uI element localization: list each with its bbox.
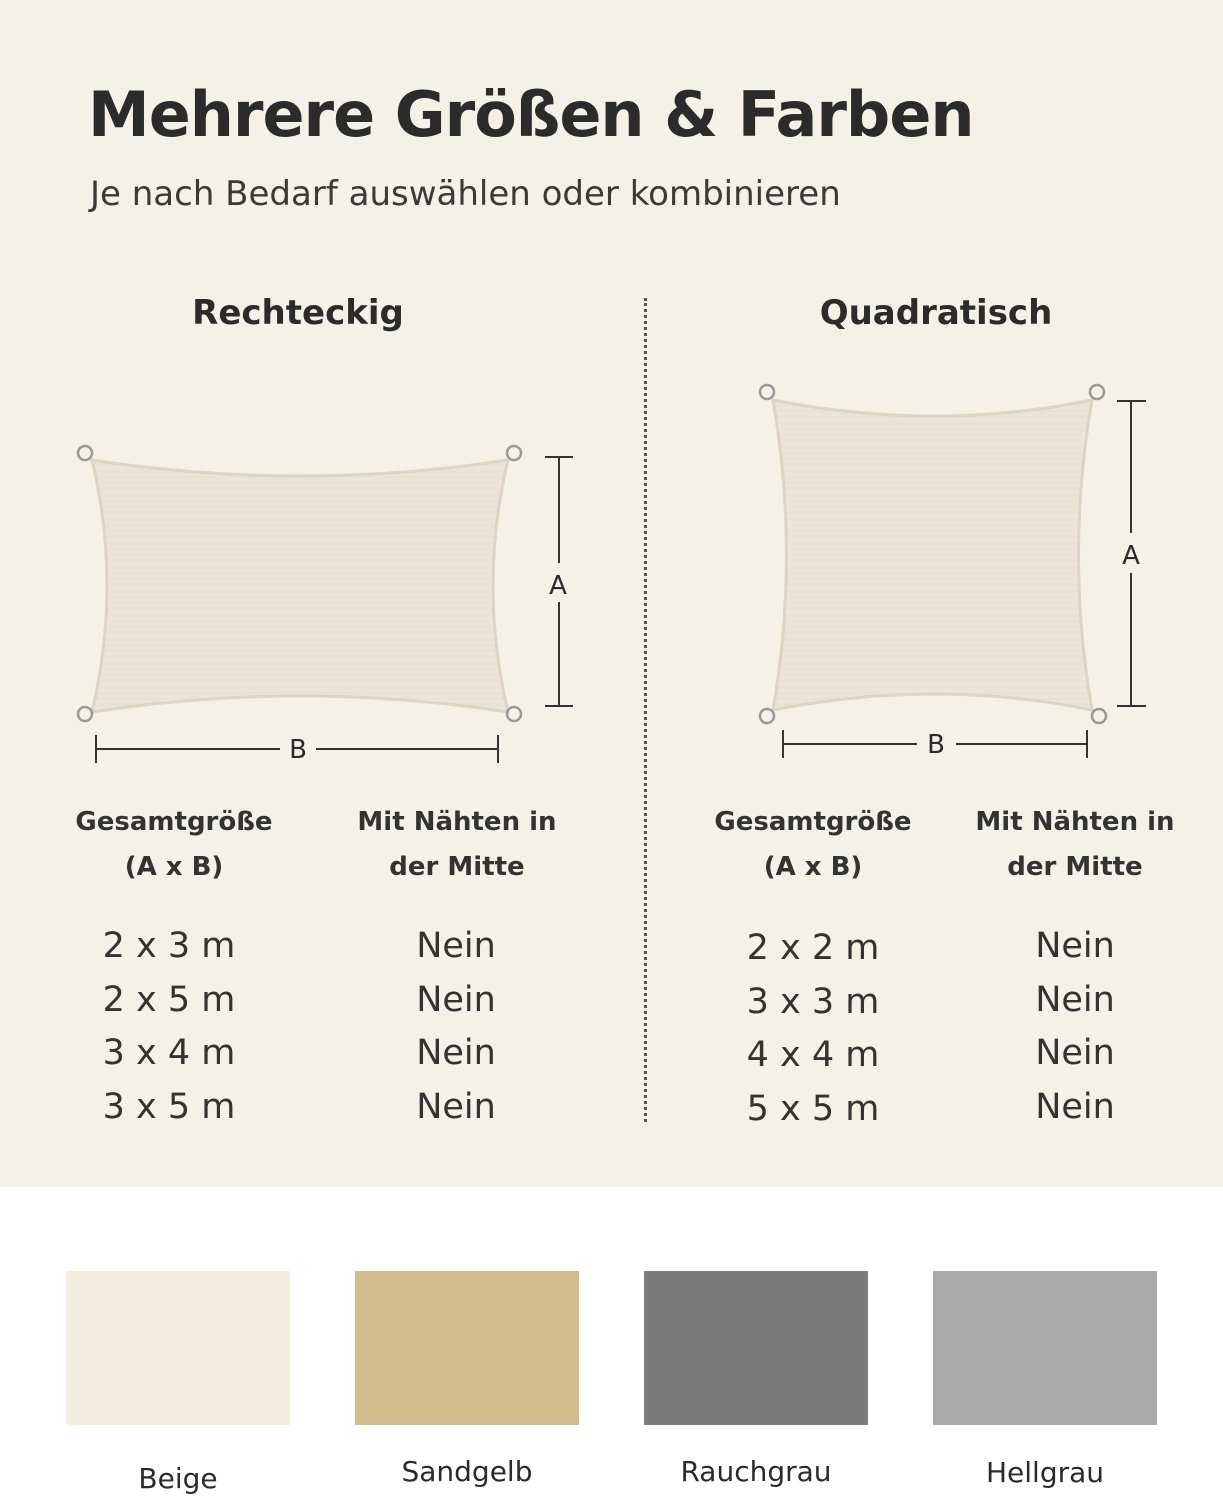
- seams-list: [316, 920, 596, 1134]
- seams-list: [935, 920, 1215, 1134]
- dimension-a-label: A: [549, 571, 567, 601]
- seams-value: Nein: [1035, 1086, 1115, 1127]
- size-value: 2 x 5 m: [102, 979, 236, 1020]
- page-subtitle: Je nach Bedarf auswählen oder kombinieren: [90, 174, 841, 214]
- size-value: 5 x 5 m: [746, 1088, 880, 1129]
- size-value: 3 x 5 m: [102, 1086, 236, 1127]
- rectangular-sail-diagram: [0, 0, 612, 800]
- seams-header: Mit Nähten in der Mitte: [975, 807, 1175, 882]
- size-value: 3 x 4 m: [102, 1033, 236, 1073]
- size-value: 4 x 4 m: [746, 1035, 880, 1075]
- square-sail-diagram: [640, 0, 1223, 800]
- square-panel: [640, 0, 1223, 1187]
- page-title: Mehrere Größen & Farben: [88, 78, 974, 151]
- total-size-header: Gesamtgröße (A x B): [714, 807, 912, 882]
- color-swatch-rauchgrau: [644, 1271, 868, 1425]
- total-size-header: Gesamtgröße (A x B): [75, 807, 273, 882]
- seams-value: Nein: [1035, 1033, 1115, 1073]
- rectangular-panel: [0, 0, 612, 1187]
- size-value: 2 x 3 m: [102, 926, 236, 966]
- square-sail-shape: [773, 400, 1092, 710]
- color-label-sandgelb: Sandgelb: [401, 1455, 533, 1488]
- color-label-rauchgrau: Rauchgrau: [680, 1455, 832, 1488]
- size-value: 3 x 3 m: [746, 981, 880, 1022]
- shape-title-rectangular: Rechteckig: [192, 293, 404, 333]
- dimension-b-label: B: [289, 735, 307, 765]
- seams-value: Nein: [416, 979, 496, 1020]
- shape-title-square: Quadratisch: [819, 293, 1053, 333]
- color-swatch-sandgelb: [355, 1271, 579, 1425]
- rectangular-sail-shape: [92, 460, 508, 712]
- dimension-b-label: B: [927, 730, 945, 760]
- seams-value: Nein: [1035, 926, 1115, 966]
- color-swatch-beige: [66, 1271, 290, 1425]
- seams-value: Nein: [1035, 979, 1115, 1020]
- size-list: [673, 922, 953, 1136]
- color-swatch-hellgrau: [933, 1271, 1157, 1425]
- seams-header: Mit Nähten in der Mitte: [357, 807, 557, 882]
- seams-value: Nein: [416, 926, 496, 966]
- size-value: 2 x 2 m: [746, 928, 880, 968]
- seams-value: Nein: [416, 1033, 496, 1073]
- dimension-a-label: A: [1122, 541, 1140, 571]
- color-label-beige: Beige: [138, 1462, 218, 1495]
- size-list: [29, 920, 309, 1134]
- color-label-hellgrau: Hellgrau: [985, 1456, 1105, 1489]
- seams-value: Nein: [416, 1086, 496, 1127]
